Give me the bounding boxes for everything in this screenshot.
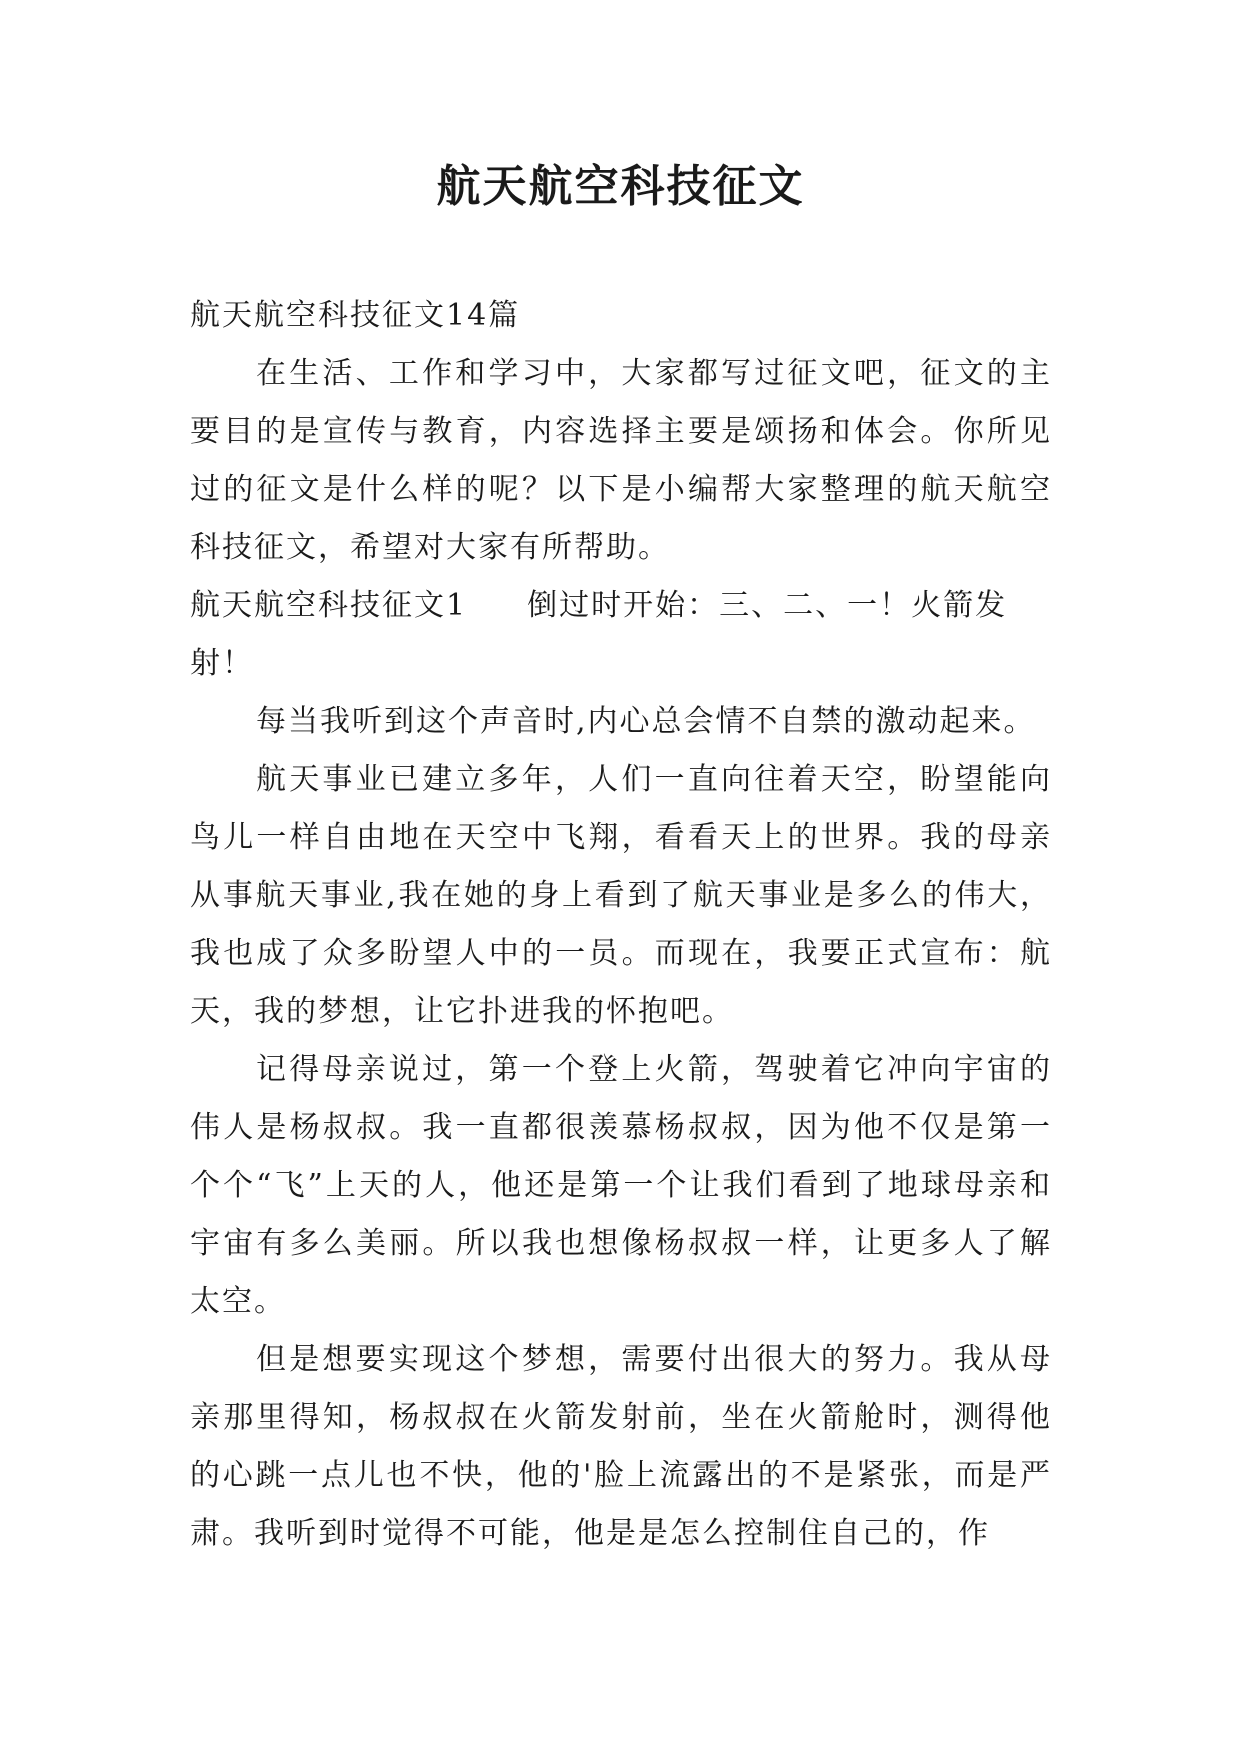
section-1-first-line: 倒过时开始：三、二、一！火箭发射！ <box>190 588 1008 681</box>
intro-paragraph: 在生活、工作和学习中，大家都写过征文吧，征文的主要目的是宣传与教育，内容选择主要是颂扬和体会。你所见过的征文是什么样的呢？以下是小编帮大家整理的航天航空科技征文，希望对大家有所帮助。 <box>190 356 1052 565</box>
body-paragraph-1: 每当我听到这个声音时,内心总会情不自禁的激动起来。 <box>256 704 1036 739</box>
section-1-heading: 航天航空科技征文1 <box>190 588 468 623</box>
section-1-opening <box>190 577 1052 693</box>
body-paragraph-3: 记得母亲说过，第一个登上火箭，驾驶着它冲向宇宙的伟人是杨叔叔。我一直都很羡慕杨叔叔，因为他不仅是第一个个“飞”上天的人，他还是第一个让我们看到了地球母亲和宇宙有多么美丽。所以我也想像杨叔叔一样，让更多人了解太空。 <box>190 1052 1052 1319</box>
document-title: 航天航空科技征文 <box>436 161 805 212</box>
body-paragraph-4: 但是想要实现这个梦想，需要付出很大的努力。我从母亲那里得知，杨叔叔在火箭发射前，坐在火箭舱时，测得他的心跳一点儿也不快，他的'脸上流露出的不是紧张，而是严肃。我听到时觉得不可能，他是是怎么控制住自己的，作 <box>190 1342 1052 1551</box>
body-paragraph-2: 航天事业已建立多年，人们一直向往着天空，盼望能向鸟儿一样自由地在天空中飞翔，看看天上的世界。我的母亲从事航天事业,我在她的身上看到了航天事业是多么的伟大，我也成了众多盼望人中的一员。而现在，我要正式宣布：航天，我的梦想，让它扑进我的怀抱吧。 <box>190 762 1052 1029</box>
document-body <box>190 287 1052 1563</box>
document-subtitle: 航天航空科技征文14篇 <box>190 298 521 333</box>
